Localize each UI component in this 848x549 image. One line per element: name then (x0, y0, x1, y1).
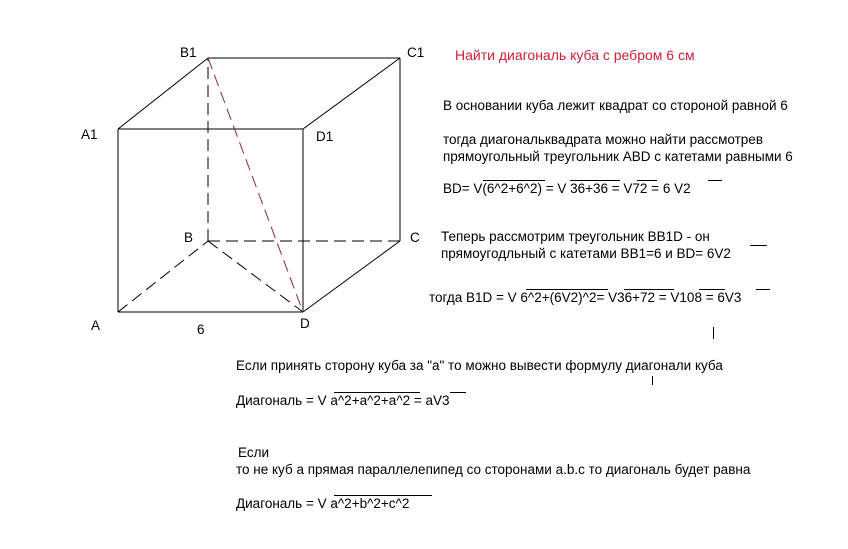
vertex-label-c: C (410, 230, 420, 245)
triangle-abd-text-line2: прямоугольный треугольник ABD с катетами равными 6 (443, 149, 793, 164)
triangle-abd-text-line1: тогда диагональквадрата можно найти рассмотрев (443, 132, 763, 147)
edge-a1-b1 (118, 58, 208, 129)
edge-d1-c1 (303, 58, 400, 129)
radical-overline (750, 245, 767, 246)
radical-overline (624, 289, 674, 290)
radical-overline (334, 495, 432, 496)
vertex-label-b1: B1 (180, 45, 197, 60)
vertex-label-d: D (300, 316, 310, 331)
radical-overline (637, 180, 657, 181)
parallelepiped-text-line1: Если (238, 445, 270, 460)
parallelepiped-text-line2: то не куб а прямая параллелепипед со сторонами a.b.c то диагональ будет равна (236, 462, 751, 477)
vertex-label-c1: C1 (407, 45, 425, 60)
problem-title: Найти диагональ куба с ребром 6 см (455, 47, 695, 63)
vertex-label-d1: D1 (316, 129, 334, 144)
space-diagonal-b1-d (208, 58, 303, 312)
general-formula-intro: Если принять сторону куба за "а" то можно вывести формулу диагонали куба (236, 358, 723, 373)
b1d-formula: тогда B1D = V 6^2+(6V2)^2= V36+72 = V108 = 6V3 (429, 290, 742, 305)
vertex-label-a: A (91, 318, 101, 333)
parallelepiped-diagonal-formula: Диагональ = V a^2+b^2+c^2 (236, 496, 410, 511)
cube-diagonal-formula: Диагональ = V a^2+a^2+a^2 = aV3 (236, 393, 450, 408)
radical-overline (756, 289, 770, 290)
radical-overline (334, 392, 420, 393)
hidden-edge-a-b (118, 241, 208, 312)
triangle-bb1d-text-line2: прямоугодльный с катетами BB1=6 и BD= 6V2 (441, 246, 731, 261)
vertex-label-a1: A1 (81, 127, 98, 142)
edge-length-label: 6 (197, 322, 205, 337)
radical-overline (450, 392, 466, 393)
radical-overline (708, 180, 722, 181)
bd-formula: BD= V(6^2+6^2) = V 36+36 = V72 = 6 V2 (443, 181, 691, 196)
stray-mark (652, 376, 653, 385)
radical-overline (570, 180, 620, 181)
triangle-bb1d-text-line1: Теперь рассмотрим треугольник BB1D - он (441, 229, 710, 244)
base-square-text: В основании куба лежит квадрат со стороной равной 6 (443, 98, 788, 113)
radical-overline (483, 180, 545, 181)
vertex-label-b: B (184, 230, 194, 245)
edge-d-c (303, 241, 400, 312)
radical-overline (526, 289, 608, 290)
stray-mark (713, 327, 714, 339)
hidden-diagonal-b-d (208, 241, 303, 312)
radical-overline (699, 289, 725, 290)
